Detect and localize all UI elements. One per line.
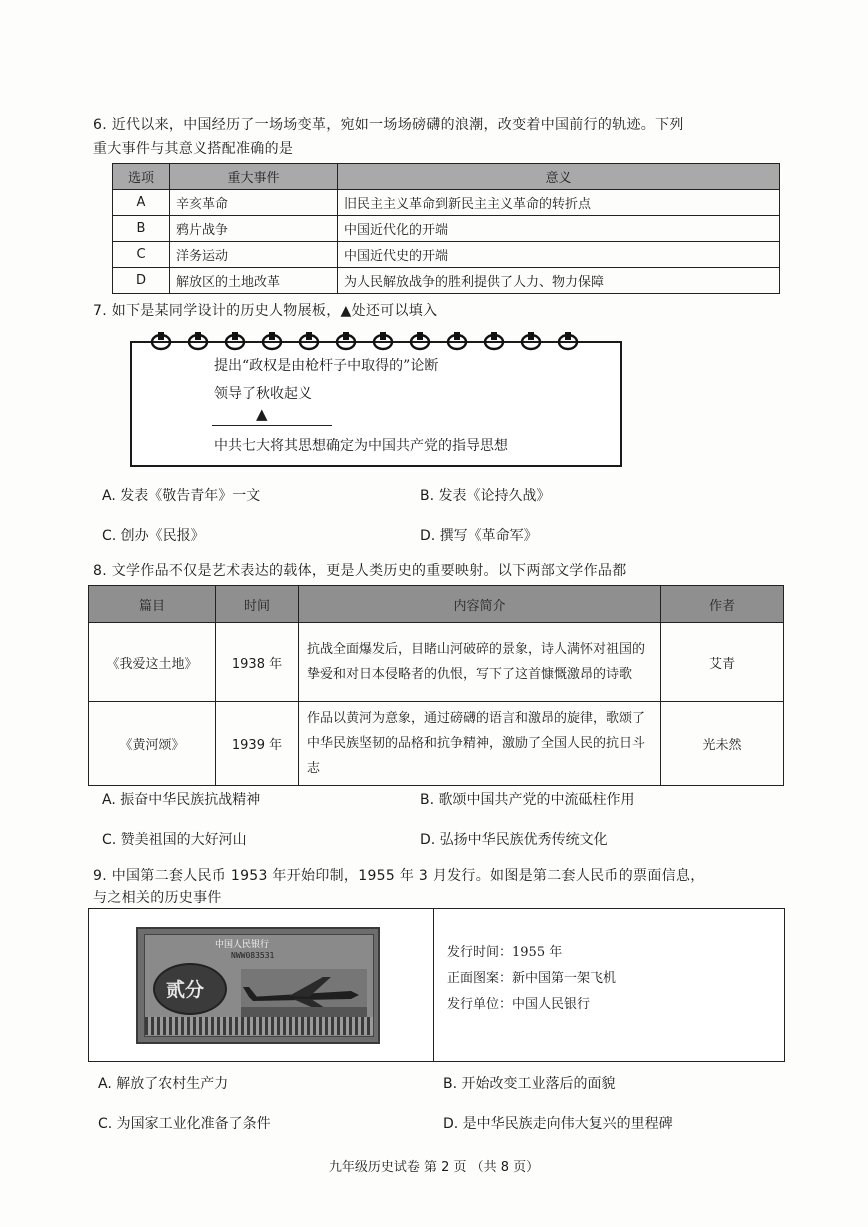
q8-stem: 8. 文学作品不仅是艺术表达的载体，更是人类历史的重要映射。以下两部文学作品都 [93,563,627,579]
table-header: 内容简介 [299,586,661,623]
table-row [89,623,784,702]
table-header: 意义 [338,164,780,190]
q9-info-line: 发行时间：1955 年 [447,945,563,960]
board-line-1: 提出“政权是由枪杆子中取得的”论断 [214,358,439,374]
banknote-image [136,927,380,1044]
table-header: 作者 [661,586,784,623]
table-row [113,216,780,242]
table-cell: 鸦片战争 [170,216,338,242]
q9-option-b[interactable]: B. 开始改变工业落后的面貌 [443,1076,616,1092]
table-cell-desc: 作品以黄河为意象，通过磅礴的语言和激昂的旋律，歌颂了中华民族坚韧的品格和抗争精神，激励了全国人民的抗日斗志 [299,702,661,786]
q6-table [112,163,780,294]
q9-stem-line2: 与之相关的历史事件 [93,890,222,906]
binder-ring-icon [409,330,431,352]
banknote-inner [144,934,374,1037]
table-cell-title: 《我爱这土地》 [89,623,216,702]
q8-table [88,585,784,786]
banknote-serial: NWW083531 [231,951,275,960]
triangle-icon: ▲ [256,405,268,423]
q6-stem-line2: 重大事件与其意义搭配准确的是 [93,141,294,157]
divider [433,909,434,1061]
table-header-row [113,164,780,190]
binder-ring-icon [335,330,357,352]
table-cell: 为人民解放战争的胜利提供了人力、物力保障 [338,268,780,294]
q7-option-a[interactable]: A. 发表《敬告青年》一文 [102,488,261,504]
q9-figure-box [88,908,785,1062]
binder-ring-icon [150,330,172,352]
binder-ring-icon [372,330,394,352]
table-row [113,268,780,294]
q9-option-a[interactable]: A. 解放了农村生产力 [98,1076,229,1092]
table-cell: C [113,242,170,268]
table-cell-year: 1938 年 [216,623,299,702]
table-cell: 洋务运动 [170,242,338,268]
table-cell: 解放区的土地改革 [170,268,338,294]
binder-ring-icon [298,330,320,352]
q9-option-c[interactable]: C. 为国家工业化准备了条件 [98,1116,271,1132]
page-footer: 九年级历史试卷 第 2 页 （共 8 页） [328,1160,540,1175]
q7-option-b[interactable]: B. 发表《论持久战》 [420,488,551,504]
table-cell-author: 艾青 [661,623,784,702]
q8-option-d[interactable]: D. 弘扬中华民族优秀传统文化 [420,832,608,848]
binder-ring-icon [557,330,579,352]
table-cell: B [113,216,170,242]
board-blank-line [212,425,332,426]
binder-ring-icon [483,330,505,352]
table-header: 时间 [216,586,299,623]
binder-ring-icon [261,330,283,352]
table-row [113,242,780,268]
table-cell-desc: 抗战全面爆发后，目睹山河破碎的景象，诗人满怀对祖国的挚爱和对日本侵略者的仇恨，写下了这首慷慨激昂的诗歌 [299,623,661,702]
table-cell: 中国近代史的开端 [338,242,780,268]
table-cell: A [113,190,170,216]
q6-stem-line1: 6. 近代以来，中国经历了一场场变革，宛如一场场磅礴的浪潮，改变着中国前行的轨迹。下列 [93,117,684,133]
q7-stem: 7. 如下是某同学设计的历史人物展板，▲处还可以填入 [93,303,438,319]
q9-info-line: 发行单位：中国人民银行 [447,997,591,1012]
airplane-icon [241,969,367,1019]
q9-info-line: 正面图案：新中国第一架飞机 [447,971,617,986]
binder-ring-icon [446,330,468,352]
table-row [113,190,780,216]
binder-ring-icon [520,330,542,352]
table-header-row [89,586,784,623]
table-header: 选项 [113,164,170,190]
q8-option-c[interactable]: C. 赞美祖国的大好河山 [102,832,247,848]
binder-ring-icon [224,330,246,352]
table-cell-title: 《黄河颂》 [89,702,216,786]
table-header: 重大事件 [170,164,338,190]
board-line-3: 中共七大将其思想确定为中国共产党的指导思想 [214,438,508,454]
table-header: 篇目 [89,586,216,623]
q7-option-c[interactable]: C. 创办《民报》 [102,528,205,544]
q9-stem-line1: 9. 中国第二套人民币 1953 年开始印制，1955 年 3 月发行。如图是第二套人民币的票面信息， [93,868,705,884]
q7-option-d[interactable]: D. 撰写《革命军》 [420,528,538,544]
q9-option-d[interactable]: D. 是中华民族走向伟大复兴的里程碑 [443,1116,673,1132]
banknote-denomination: 贰分 [166,979,205,1001]
q8-option-a[interactable]: A. 振奋中华民族抗战精神 [102,792,261,808]
banknote-header: 中国人民银行 [215,940,270,950]
table-cell: 旧民主主义革命到新民主主义革命的转折点 [338,190,780,216]
banknote-border-pattern [145,1017,373,1035]
board-line-2: 领导了秋收起义 [214,386,312,402]
table-cell-year: 1939 年 [216,702,299,786]
q8-option-b[interactable]: B. 歌颂中国共产党的中流砥柱作用 [420,792,635,808]
history-figure-board [130,341,622,467]
binder-ring-icon [187,330,209,352]
table-cell: D [113,268,170,294]
table-cell: 中国近代化的开端 [338,216,780,242]
table-row [89,702,784,786]
table-cell: 辛亥革命 [170,190,338,216]
table-cell-author: 光未然 [661,702,784,786]
